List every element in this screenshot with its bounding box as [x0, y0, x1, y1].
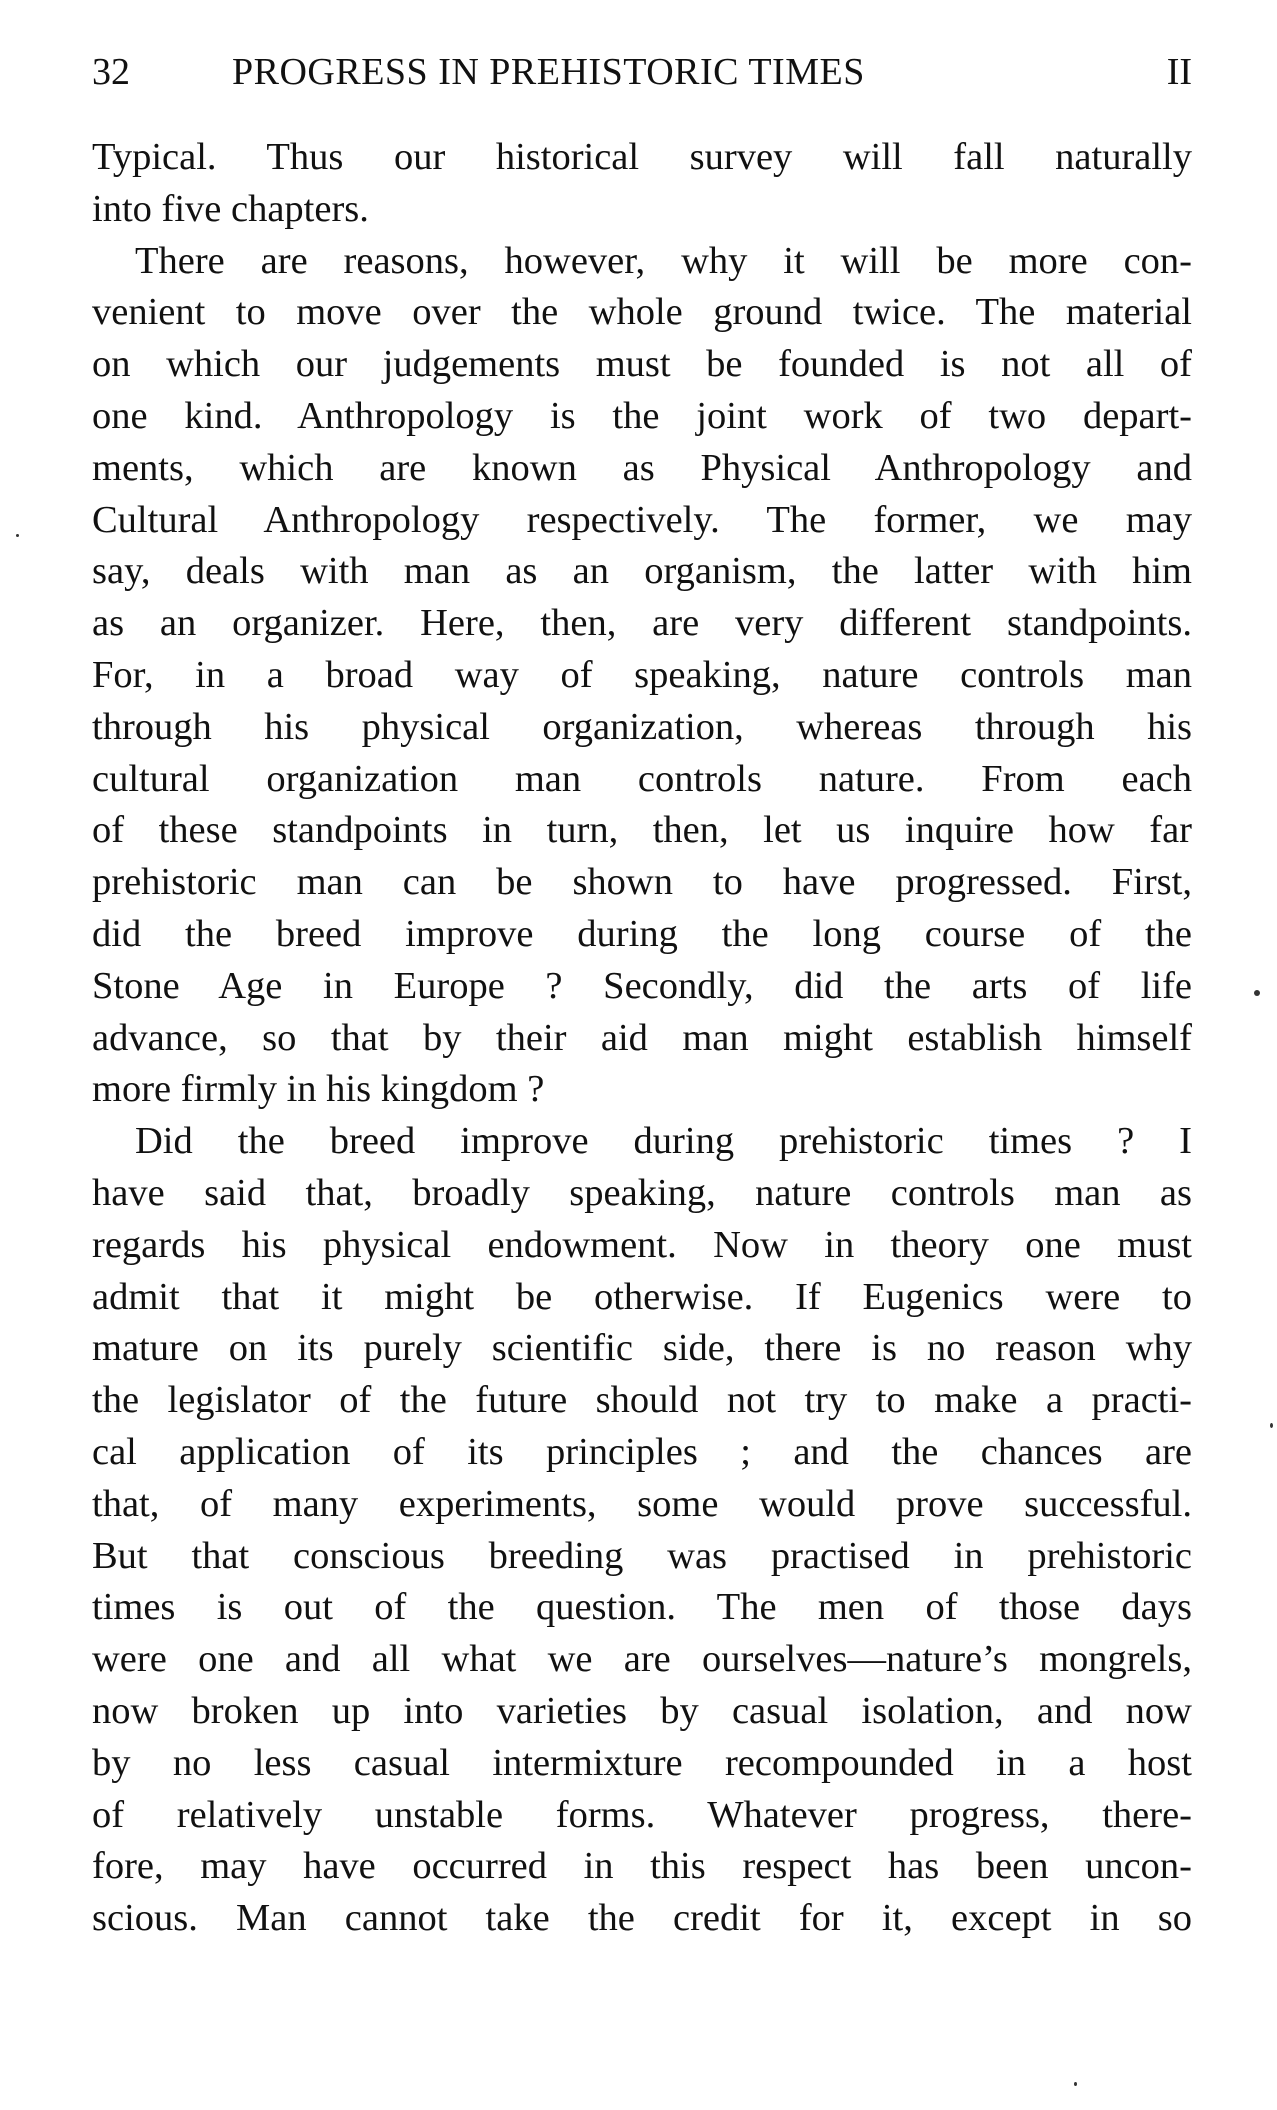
text-line: that, of many experiments, some would prove successful. [92, 1482, 1192, 1525]
text-line: by no less casual intermixture recompounded in a host [92, 1741, 1192, 1784]
text-line: now broken up into varieties by casual isolation, and now [92, 1689, 1192, 1732]
text-line: For, in a broad way of speaking, nature controls man [92, 653, 1192, 696]
text-line: admit that it might be otherwise. If Eugenics were to [92, 1275, 1192, 1318]
text-line: ments, which are known as Physical Anthropology and [92, 446, 1192, 489]
text-line: the legislator of the future should not try to make a practi- [92, 1379, 1192, 1422]
text-line: say, deals with man as an organism, the latter with him [92, 550, 1192, 593]
text-line: fore, may have occurred in this respect has been uncon- [92, 1845, 1192, 1888]
scan-speck [1074, 2082, 1077, 2086]
paragraph [92, 1116, 1192, 1945]
scan-speck [16, 534, 19, 537]
text-line: times is out of the question. The men of those days [92, 1586, 1192, 1629]
text-line: more firmly in his kingdom ? [92, 1068, 545, 1111]
text-line: Stone Age in Europe ? Secondly, did the arts of life [92, 964, 1192, 1007]
text-line: one kind. Anthropology is the joint work of two depart- [92, 394, 1192, 437]
text-line: have said that, broadly speaking, nature controls man as [92, 1171, 1192, 1214]
text-line: Cultural Anthropology respectively. The former, we may [92, 498, 1192, 541]
text-line: of relatively unstable forms. Whatever progress, there- [92, 1793, 1192, 1836]
text-line: prehistoric man can be shown to have progressed. First, [92, 861, 1192, 904]
page-number: 32 [92, 51, 130, 93]
scan-speck [1270, 1423, 1273, 1428]
text-line: on which our judgements must be founded is not all of [92, 343, 1192, 386]
scan-speck [1254, 990, 1260, 996]
text-line: through his physical organization, whereas through his [92, 705, 1192, 748]
text-line: did the breed improve during the long course of the [92, 912, 1192, 955]
text-line: cultural organization man controls nature. From each [92, 757, 1192, 800]
text-line: into five chapters. [92, 187, 369, 230]
text-line: of these standpoints in turn, then, let us inquire how far [92, 809, 1192, 852]
text-line: There are reasons, however, why it will be more con- [135, 239, 1192, 282]
text-line: regards his physical endowment. Now in theory one must [92, 1223, 1192, 1266]
running-title: PROGRESS IN PREHISTORIC TIMES [232, 51, 865, 93]
running-header [92, 46, 1192, 98]
paragraph [92, 236, 1192, 1117]
text-line: venient to move over the whole ground twice. The material [92, 291, 1192, 334]
text-line: scious. Man cannot take the credit for it, except in so [92, 1897, 1192, 1940]
body-text [92, 132, 1192, 1945]
text-line: advance, so that by their aid man might establish himself [92, 1016, 1192, 1059]
text-line: cal application of its principles ; and the chances are [92, 1430, 1192, 1473]
text-line: Typical. Thus our historical survey will fall naturally [92, 136, 1192, 178]
text-line: Did the breed improve during prehistoric times ? I [135, 1120, 1192, 1163]
paragraph [92, 132, 1192, 236]
text-line: But that conscious breeding was practised in prehistoric [92, 1534, 1192, 1577]
text-line: as an organizer. Here, then, are very different standpoints. [92, 602, 1192, 645]
text-line: were one and all what we are ourselves—nature’s mongrels, [92, 1638, 1192, 1681]
chapter-number: II [1166, 51, 1192, 93]
text-line: mature on its purely scientific side, there is no reason why [92, 1327, 1192, 1370]
